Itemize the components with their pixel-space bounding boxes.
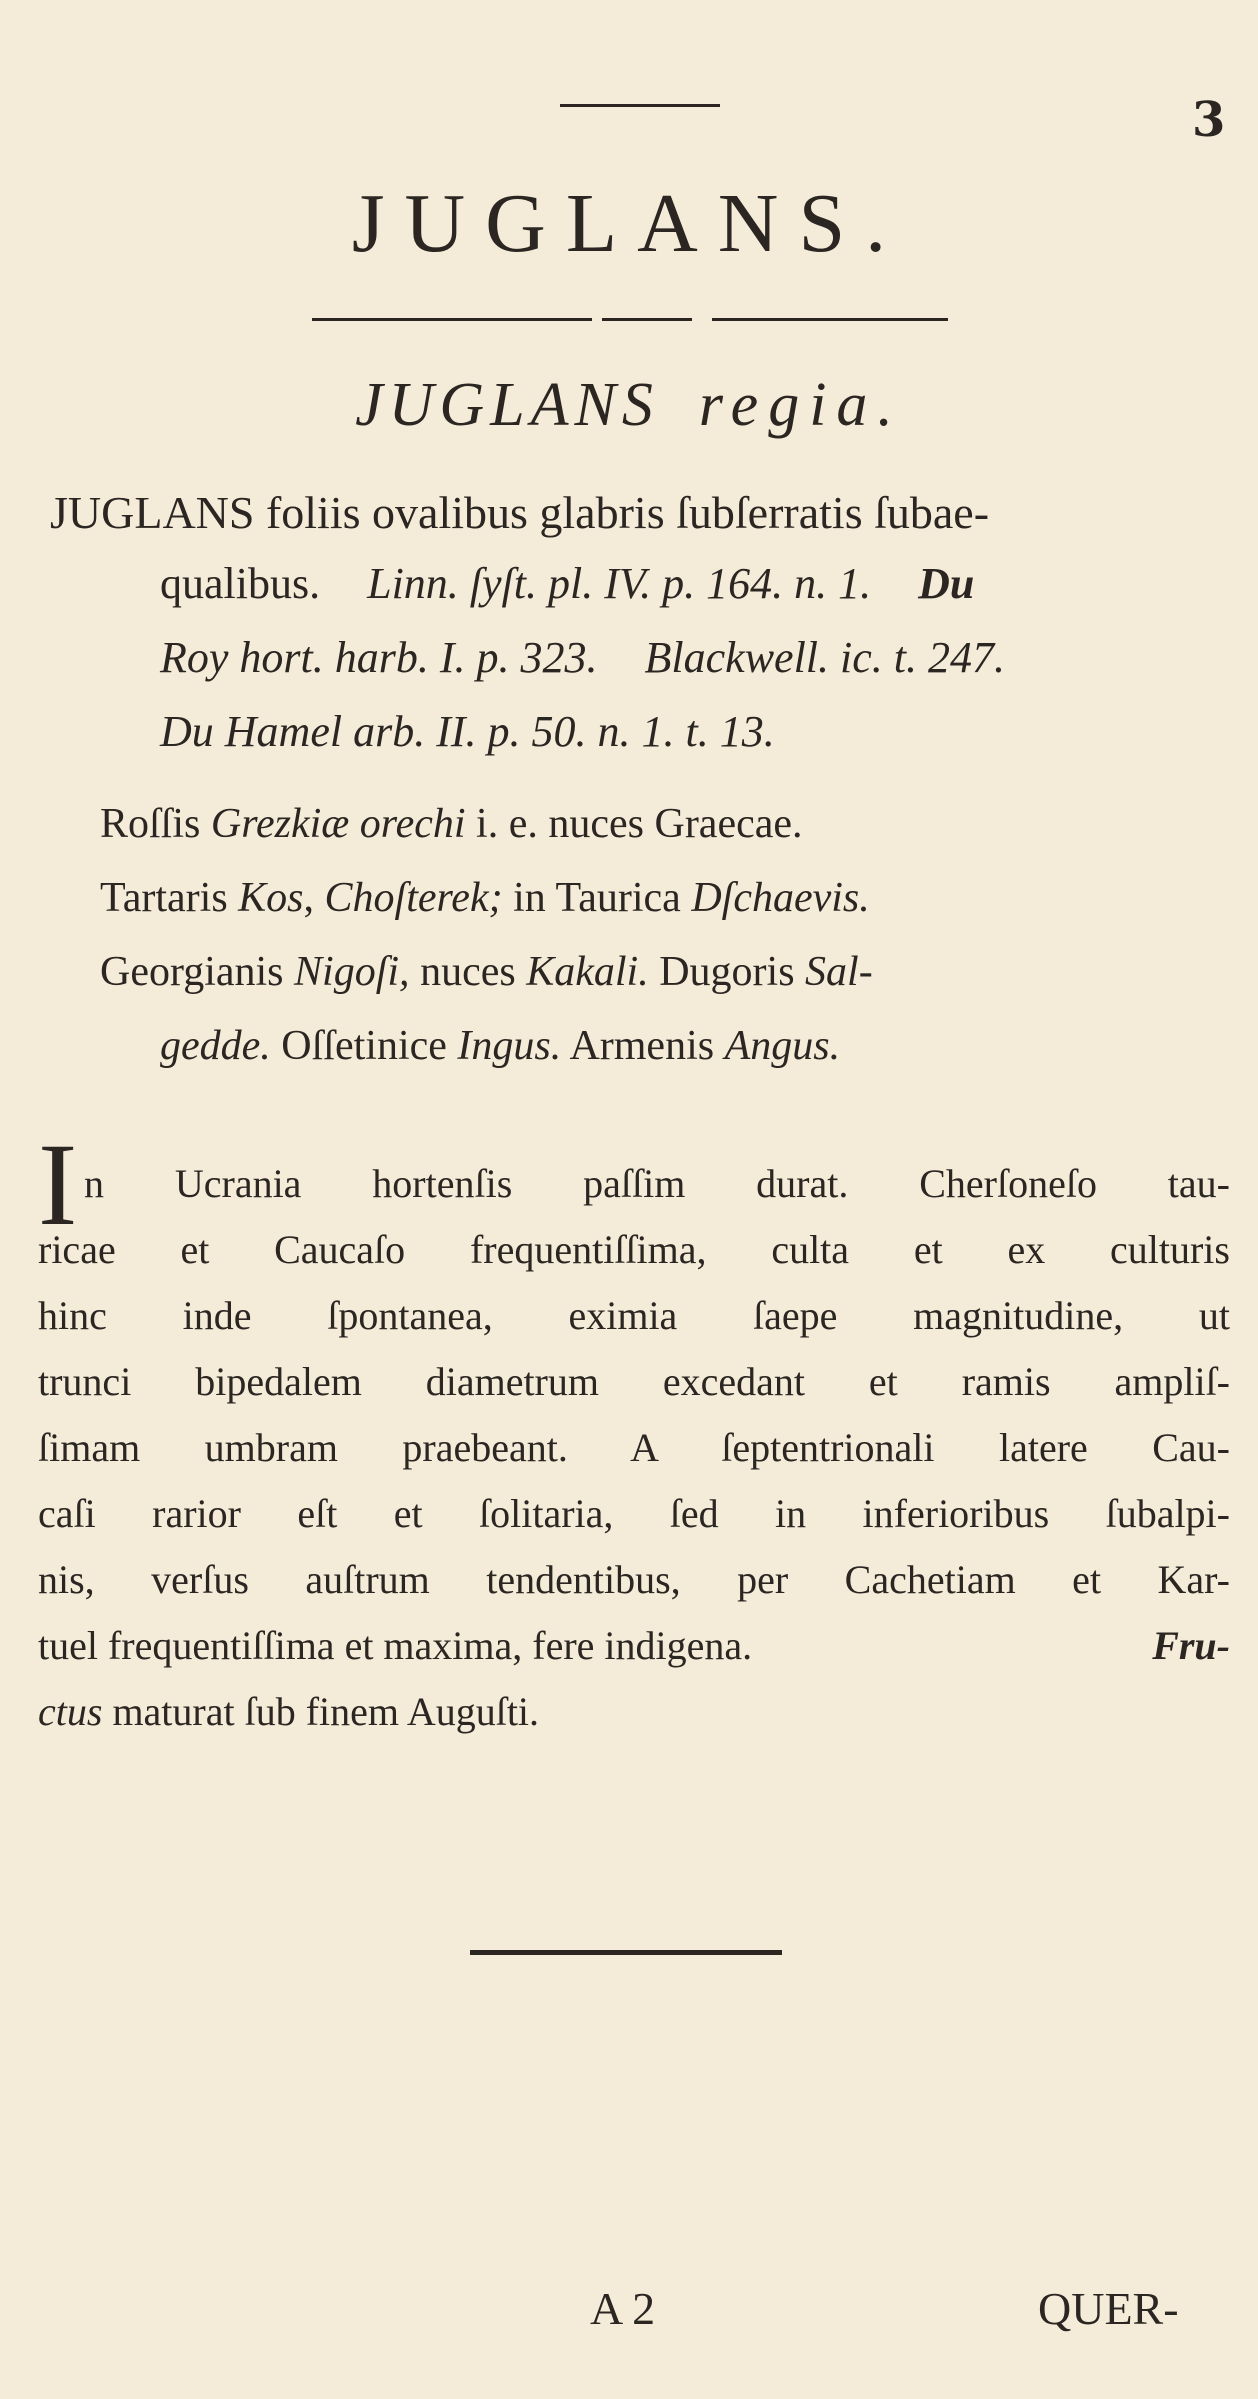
- vernacular-gedde: gedde.: [160, 1023, 271, 1069]
- title-rule-3: [712, 318, 948, 321]
- top-rule: [560, 104, 720, 107]
- body-line-8-text: tuel frequentiſſima et maxima, fere indigena.: [38, 1623, 753, 1668]
- page-number: 3: [1192, 92, 1226, 148]
- body-line-8: [38, 1622, 1230, 1669]
- species-title: [0, 370, 1258, 441]
- vernacular-kakali: Kakali.: [526, 949, 649, 995]
- title-rule-1: [312, 318, 592, 321]
- diagnosis-roy-ref: Roy hort. harb. I. p. 323.: [160, 633, 598, 682]
- species-epithet: regia.: [698, 371, 903, 439]
- vernacular-dugor: Dugoris: [659, 949, 795, 995]
- vernacular-tartar: Tartaris: [100, 875, 228, 921]
- body-line-1: n Ucrania hortenſis paſſim durat. Cherſoneſo tau-: [84, 1161, 1230, 1206]
- vernacular-line-1: [100, 800, 803, 848]
- vernacular-georgian-name: Nigoſi,: [294, 949, 410, 995]
- genus-title: JUGLANS.: [351, 177, 907, 270]
- diagnosis-linn-ref: Linn. ſyſt. pl. IV. p. 164. n. 1.: [367, 559, 872, 608]
- body-fructus-part-2: ctus: [38, 1689, 103, 1734]
- vernacular-nuces: nuces: [420, 949, 516, 995]
- body-line-9: [38, 1688, 1230, 1735]
- vernacular-comma: ,: [303, 875, 315, 921]
- diagnosis-line-4: Du Hamel arb. II. p. 50. n. 1. t. 13.: [160, 707, 775, 756]
- body-line-5: ſimam umbram praebeant. A ſeptentrionali latere Cau-: [38, 1425, 1230, 1470]
- body-line-6: caſi rarior eſt et ſolitaria, ſed in inferioribus ſubalpi-: [38, 1491, 1230, 1536]
- body-line-7: nis, verſus auſtrum tendentibus, per Cachetiam et Kar-: [38, 1557, 1230, 1602]
- diagnosis-qualibus: qualibus.: [160, 559, 321, 608]
- body-fructus-part-1: Fru-: [1152, 1623, 1230, 1668]
- diagnosis-line-1: JUGLANS foliis ovalibus glabris ſubſerratis ſubae-: [50, 487, 990, 538]
- vernacular-dugor-name: Sal-: [805, 949, 873, 995]
- vernacular-georgian: Georgianis: [100, 949, 284, 995]
- diagnosis-line-3: [160, 632, 1005, 683]
- diagnosis-du: Du: [918, 559, 975, 608]
- body-last-line: maturat ſub finem Auguſti.: [112, 1689, 540, 1734]
- vernacular-gloss: i. e. nuces Graecae.: [476, 801, 803, 847]
- vernacular-armenian: Armenis: [569, 1023, 715, 1069]
- body-line-2: ricae et Caucaſo frequentiſſima, culta et ex culturis: [38, 1227, 1230, 1272]
- vernacular-taurica: in Taurica: [513, 875, 681, 921]
- closing-rule: [470, 1950, 782, 1955]
- vernacular-line-4: [160, 1022, 840, 1070]
- vernacular-tartar-name-1: Kos: [238, 875, 304, 921]
- drop-cap: I: [38, 1119, 78, 1250]
- vernacular-russian-name: Grezkiæ orechi: [210, 801, 466, 847]
- vernacular-armenian-name: Angus.: [724, 1023, 841, 1069]
- vernacular-ossetian-name: Ingus.: [457, 1023, 562, 1069]
- vernacular-taurica-name: Dſchaevis.: [691, 875, 870, 921]
- diagnosis-line-2: [160, 558, 974, 609]
- vernacular-ossetian: Oſſetinice: [281, 1023, 447, 1069]
- body-line-4: trunci bipedalem diametrum excedant et ramis ampliſ-: [38, 1359, 1230, 1404]
- vernacular-tartar-name-2: Choſterek;: [324, 875, 503, 921]
- body-line-3: hinc inde ſpontanea, eximia ſaepe magnitudine, ut: [38, 1293, 1230, 1338]
- vernacular-line-2: [100, 874, 870, 922]
- signature-mark: A 2: [590, 2283, 656, 2334]
- catchword: QUER-: [1038, 2283, 1179, 2334]
- vernacular-russian: Roſſis: [100, 801, 201, 847]
- vernacular-line-3: [100, 948, 873, 996]
- title-rule-2: [602, 318, 692, 321]
- species-genus: JUGLANS: [355, 371, 659, 439]
- diagnosis-blackwell-ref: Blackwell. ic. t. 247.: [644, 633, 1005, 682]
- habitat-paragraph: [38, 1119, 1230, 1840]
